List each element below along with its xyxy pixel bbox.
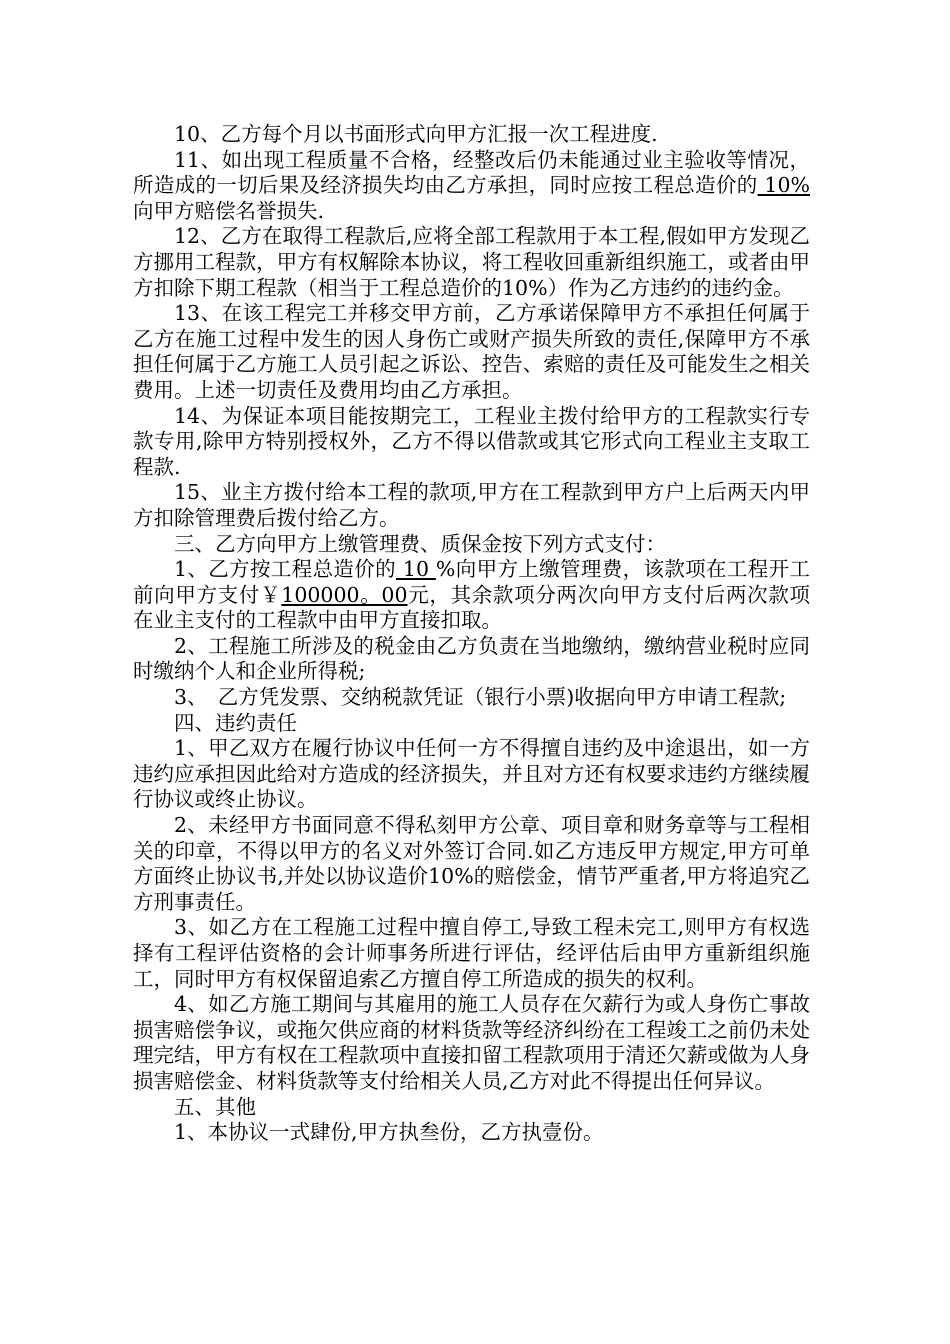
prepayment-amount: 100000。00 (281, 582, 408, 607)
section-4-heading: 四、违约责任 (174, 710, 297, 735)
section-4-item-2: 2、未经甲方书面同意不得私刻甲方公章、项目章和财务章等与工程相关的印章，不得以甲方的名义对外签订合同.如乙方违反甲方规定,甲方可单方面终止协议书,并处以协议造价10%的赔偿金，情节严重者,甲方将追究乙方刑事责任。 (133, 813, 810, 914)
clause-15: 15、业主方拨付给本工程的款项,甲方在工程款到甲方户上后两天内甲方扣除管理费后拨付给乙方。 (133, 480, 810, 530)
section-5-item-1: 1、本协议一式肆份,甲方执叁份，乙方执壹份。 (174, 1120, 604, 1145)
item-1-text: 1、乙方按工程总造价的 (174, 557, 397, 582)
item-1-text-mid: %向甲方上缴管理费，该款项在工程开工前向甲方支付￥ (133, 557, 810, 607)
compensation-rate: 10% (757, 173, 810, 198)
clause-11 (133, 148, 810, 225)
section-3-item-1 (133, 557, 810, 634)
clause-14: 14、为保证本项目能按期完工，工程业主拨付给甲方的工程款实行专款专用,除甲方特别授权外，乙方不得以借款或其它形式向工程业主支取工程款. (133, 403, 810, 479)
clause-11-text: 11、如出现工程质量不合格，经整改后仍未能通过业主验收等情况，所造成的一切后果及经济损失均由乙方承担，同时应按工程总造价的 (133, 147, 810, 198)
clause-11-text-end: 向甲方赔偿名誉损失. (133, 198, 325, 223)
section-3-item-3: 3、 乙方凭发票、交纳税款凭证（银行小票)收据向甲方申请工程款; (174, 685, 787, 710)
management-fee-rate: 10 (396, 557, 436, 582)
section-3-item-2: 2、工程施工所涉及的税金由乙方负责在当地缴纳，缴纳营业税时应同时缴纳个人和企业所得税; (133, 633, 810, 684)
clause-10: 10、乙方每个月以书面形式向甲方汇报一次工程进度. (174, 122, 658, 146)
section-4-item-3: 3、如乙方在工程施工过程中擅自停工,导致工程未完工,则甲方有权选择有工程评估资格的会计师事务所进行评估，经评估后由甲方重新组织施工，同时甲方有权保留追索乙方擅自停工所造成的损失的权利。 (133, 915, 810, 991)
section-4-item-1: 1、甲乙双方在履行协议中任何一方不得擅自违约及中途退出，如一方违约应承担因此给对方造成的经济损失，并且对方还有权要求违约方继续履行协议或终止协议。 (133, 736, 810, 812)
clause-13: 13、在该工程完工并移交甲方前，乙方承诺保障甲方不承担任何属于乙方在施工过程中发生的因人身伤亡或财产损失所致的责任,保障甲方不承担任何属于乙方施工人员引起之诉讼、控告、索赔的责任及可能发生之相关费用。上述一切责任及费用均由乙方承担。 (133, 301, 810, 402)
clause-12: 12、乙方在取得工程款后,应将全部工程款用于本工程,假如甲方发现乙方挪用工程款，甲方有权解除本协议，将工程收回重新组织施工，或者由甲方扣除下期工程款（相当于工程总造价的10%）作为乙方违约的违约金。 (133, 224, 810, 300)
section-4-item-4: 4、如乙方施工期间与其雇用的施工人员存在欠薪行为或人身伤亡事故损害赔偿争议，或拖欠供应商的材料货款等经济纠纷在工程竣工之前仍未处理完结，甲方有权在工程款项中直接扣留工程款项用于清还欠薪或做为人身损害赔偿金、材料货款等支付给相关人员,乙方对此不得提出任何异议。 (133, 992, 810, 1093)
section-5-heading: 五、其他 (174, 1094, 256, 1119)
item-1-text-end: 元，其余款项分两次向甲方支付后两次款项在业主支付的工程款中由甲方直接扣取。 (133, 582, 811, 633)
section-3-heading: 三、乙方向甲方上缴管理费、质保金按下列方式支付： (174, 531, 666, 556)
